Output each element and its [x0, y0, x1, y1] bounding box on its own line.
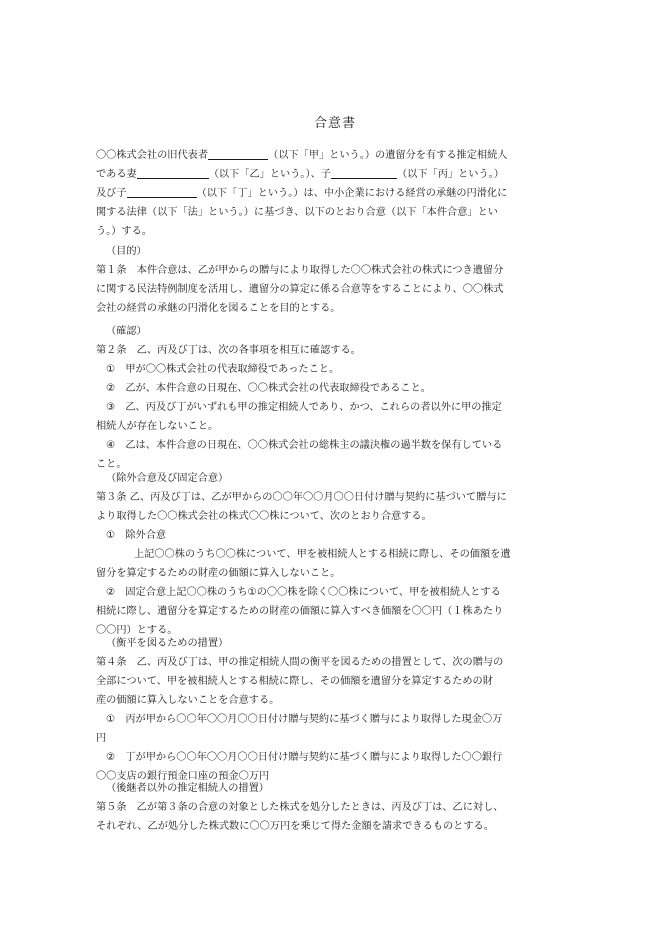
article-line: 全部について、甲を被相続人とする相続に際し、その価額を遺留分を算定するための財 [96, 676, 493, 687]
article-5 [96, 779, 574, 836]
preamble-text: （以下「乙」という。）、子 [208, 169, 331, 180]
article-item: ② 固定合意上記〇〇株のうち①の〇〇株を除く〇〇株について、甲を被相続人とする [106, 587, 501, 598]
article-item: ① 除外合意 [106, 530, 167, 541]
article-line: より取得した〇〇株式会社の株式〇〇株について、次のとおり合意する。 [96, 511, 432, 522]
article-line: 上記〇〇株のうち〇〇株について、甲を被相続人とする相続に際し、その価額を遺 [134, 549, 511, 560]
article-item: ② 乙が、本件合意の日現在、〇〇株式会社の代表取締役であること。 [106, 383, 431, 394]
article-line: 相続人が存在しないこと。 [96, 421, 219, 432]
preamble-text: 〇〇株式会社の旧代表者 [96, 150, 209, 161]
preamble-line: 関する法律（以下「法」という。）に基づき、以下のとおり合意（以下「本件合意」とい [96, 207, 498, 218]
name-blank-father [208, 147, 268, 160]
article-line: 会社の経営の承継の円滑化を図ることを目的とする。 [96, 303, 341, 314]
preamble-line [96, 165, 574, 184]
preamble-text: （以下「丙」という。） [397, 169, 504, 180]
article-3 [96, 469, 574, 640]
document-title: 合意書 [313, 116, 356, 131]
preamble-text: である妻 [96, 169, 137, 180]
article-heading: （衡平を図るための措置） [106, 638, 229, 649]
preamble-line [96, 146, 574, 165]
name-blank-child2 [127, 185, 197, 198]
article-heading: （目的） [106, 246, 147, 257]
article-item: ② 丁が甲から〇〇年〇〇月〇〇日付け贈与契約に基づく贈与により取得した〇〇銀行 [106, 752, 503, 763]
preamble-text: （以下「甲」という。）の遺留分を有する推定相続人 [268, 150, 508, 161]
article-heading: （確認） [106, 326, 147, 337]
article-line: 留分を算定するための財産の価額に算入しないこと。 [96, 568, 341, 579]
article-line: 相続に際し、遺留分を算定するための財産の価額に算入すべき価額を〇〇円（１株あたり [96, 606, 504, 617]
article-item: ③ 乙、丙及び丁がいずれも甲の推定相続人であり、かつ、これらの者以外に甲の推定 [106, 402, 502, 413]
article-line: それぞれ、乙が処分した株式数に〇〇万円を乗じて得た金額を請求できるものとする。 [96, 821, 494, 832]
article-line: 〇〇支店の銀行預金口座の預金〇万円 [96, 771, 270, 782]
article-4 [96, 634, 574, 786]
article-line: 第３条 乙、丙及び丁は、乙が甲からの〇〇年〇〇月〇〇日付け贈与契約に基づいて贈与に [96, 492, 507, 503]
name-blank-child1 [331, 166, 397, 179]
article-line: 〇〇円）とする。 [96, 625, 178, 636]
article-2 [96, 322, 574, 474]
preamble-text: （以下「丁」という。）は、中小企業における経営の承継の円滑化に [196, 188, 508, 199]
preamble-line: う。）する。 [96, 226, 153, 237]
article-line: こと。 [96, 459, 127, 470]
article-line: 第５条 乙が第３条の合意の対象とした株式を処分したときは、丙及び丁は、乙に対し、 [96, 802, 504, 813]
article-heading: （除外合意及び固定合意） [106, 473, 229, 484]
article-1 [96, 242, 574, 318]
article-line: 産の価額に算入しないことを合意する。 [96, 695, 280, 706]
preamble-line [96, 184, 574, 203]
preamble [96, 146, 574, 241]
article-line: 円 [96, 733, 107, 744]
preamble-text: 及び子 [96, 188, 127, 199]
article-line: 第２条 乙、丙及び丁は、次の各事項を相互に確認する。 [96, 345, 361, 356]
article-line: 第１条 本件合意は、乙が甲からの贈与により取得した〇〇株式会社の株式につき遺留分 [96, 265, 504, 276]
article-line: に関する民法特例制度を活用し、遺留分の算定に係る合意等をすることにより、〇〇株式 [96, 284, 504, 295]
article-line: 第４条 乙、丙及び丁は、甲の推定相続人間の衡平を図るための措置として、次の贈与の [96, 657, 504, 668]
article-item: ① 丙が甲から〇〇年〇〇月〇〇日付け贈与契約に基づく贈与により取得した現金〇万 [106, 714, 503, 725]
name-blank-wife [137, 166, 209, 179]
article-heading: （後継者以外の推定相続人の措置） [106, 783, 269, 794]
article-item: ④ 乙は、本件合意の日現在、〇〇株式会社の総株主の議決権の過半数を保有している [106, 440, 503, 451]
article-item: ① 甲が〇〇株式会社の代表取締役であったこと。 [106, 364, 340, 375]
